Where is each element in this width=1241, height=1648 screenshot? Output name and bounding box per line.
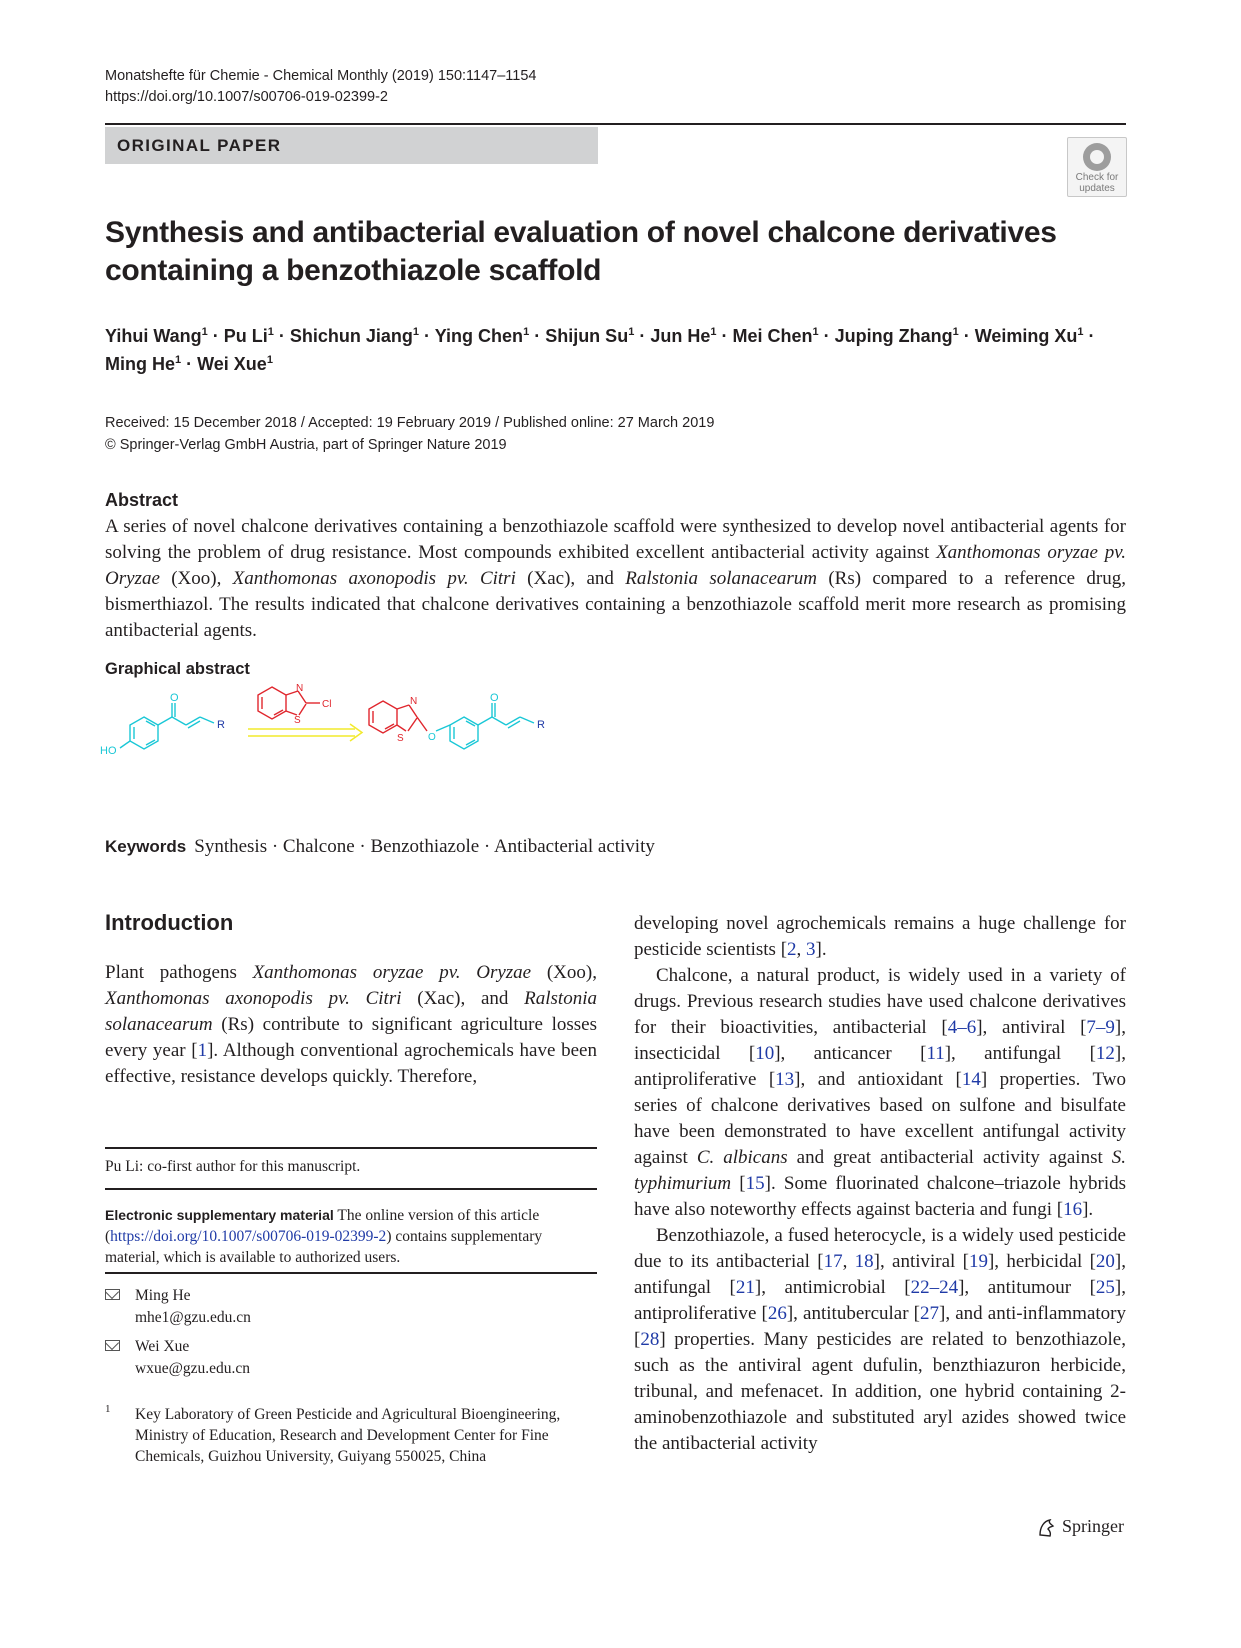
contact-name: Wei Xue (135, 1338, 190, 1355)
intro-paragraph-benzothiazole: Benzothiazole, a fused heterocycle, is a widely used pesticide due to its antibacterial [17, 18], antiviral [19], herbicidal [20], antifungal [21], antimicrobial [22–24], antitumour [25], antiproliferative [26], antitubercular [27], and anti-inflammatory [28] properties. Many pesticides are related to benzothiazole, such as the antiviral agent dufulin, benzthiazuron herbicide, tribunal, and mefenacet. In addition, one hybrid containing 2-aminobenzothiazole and substituted aryl azides showed twice the antibacterial activity (634, 1225, 1126, 1454)
keywords-list: Synthesis · Chalcone · Benzothiazole · Antibacterial activity (194, 836, 655, 857)
citation-link[interactable]: 26 (767, 1303, 787, 1324)
affiliation-number: 1 (105, 1403, 111, 1415)
citation-link[interactable]: 3 (806, 939, 816, 960)
publication-dates (105, 412, 714, 456)
title-line-1: Synthesis and antibacterial evaluation of novel chalcone derivatives (105, 216, 1057, 249)
author-name[interactable]: Weiming Xu (974, 326, 1078, 346)
citation-link[interactable]: 14 (961, 1069, 981, 1090)
publisher-name: Springer (1062, 1516, 1124, 1536)
corresponding-author-contact (105, 1336, 505, 1382)
copyright: © Springer-Verlag GmbH Austria, part of Springer Nature 2019 (105, 437, 507, 453)
affiliation-mark: 1 (710, 326, 717, 338)
sulfur-label: S (397, 733, 404, 744)
affiliation-mark: 1 (1077, 326, 1084, 338)
affiliation-mark: 1 (201, 326, 208, 338)
author-list: Yihui Wang$^1$ · Pu $Li^1$ · Shichun Jiang$^1$ · Ying Chen$^1$ · Shijun $Su^1$ · Jun $He^1$ · Mei Chen$^1$ · Juping Zhang$^1$ · Weiming $Xu^1$ · Ming $He^1$ · Wei Xue$^1$ (105, 326, 1095, 374)
affiliation-text: Key Laboratory of Green Pesticide and Agricultural Bioengineering, Ministry of Education, Research and Development Center for Fine Chemicals, Guizhou University, Guiyang 550025, China (135, 1406, 561, 1465)
affiliation-mark: 1 (266, 354, 273, 366)
check-updates-icon (1083, 143, 1111, 171)
keywords (105, 836, 655, 858)
esm-heading: Electronic supplementary material (105, 1207, 334, 1223)
keywords-heading: Keywords (105, 837, 187, 856)
contact-email[interactable]: wxue@gzu.edu.cn (135, 1360, 250, 1377)
category-label: ORIGINAL PAPER (117, 136, 282, 155)
publisher-mark (1036, 1516, 1136, 1540)
check-for-updates-badge[interactable] (1067, 137, 1127, 197)
author-name[interactable]: Wei Xue (197, 354, 267, 374)
nitrogen-label: N (296, 683, 304, 694)
sulfur-label: S (294, 715, 301, 726)
citation-link[interactable]: 15 (745, 1173, 765, 1194)
co-first-author-note: Pu Li: co-first author for this manuscript. (105, 1158, 361, 1175)
citation-link[interactable]: 13 (775, 1069, 795, 1090)
citation-link[interactable]: 10 (755, 1043, 775, 1064)
intro-paragraph-1: Plant pathogens Xanthomonas oryzae pv. Oryzae (Xoo), Xanthomonas axonopodis pv. Citri (Xac), and Ralstonia solanacearum (Rs) contribute to significant agriculture losses every year [1]. Although conventional agrochemicals have been effective, resistance develops quickly. Therefore, (105, 962, 597, 1087)
history-dates: Received: 15 December 2018 / Accepted: 19 February 2019 / Published online: 27 March 2019 (105, 415, 715, 431)
graphical-abstract-heading: Graphical abstract (105, 660, 250, 678)
author-name[interactable]: Yihui Wang (105, 326, 202, 346)
corresponding-author-contact (105, 1285, 505, 1331)
envelope-icon (105, 1340, 120, 1351)
esm-link[interactable]: https://doi.org/10.1007/s00706-019-02399-2 (110, 1228, 387, 1245)
intro-paragraph-continued: developing novel agrochemicals remains a huge challenge for pesticide scientists [2, 3]. (634, 913, 1126, 960)
affiliation-mark: 1 (952, 326, 959, 338)
ether-o-label: O (428, 732, 436, 743)
r-group-label: R (217, 719, 225, 731)
carbonyl-o-label: O (170, 692, 179, 704)
citation-link[interactable]: 17 (823, 1251, 843, 1272)
citation-link[interactable]: 1 (197, 1040, 208, 1061)
contact-email[interactable]: mhe1@gzu.edu.cn (135, 1309, 251, 1326)
citation-link[interactable]: 7–9 (1086, 1017, 1115, 1038)
carbonyl-o-label: O (490, 692, 499, 704)
citation-link[interactable]: 12 (1095, 1043, 1115, 1064)
journal-citation: Monatshefte für Chemie - Chemical Monthly (2019) 150:1147–1154 (105, 68, 537, 84)
author-name[interactable]: Shijun Su (545, 326, 629, 346)
contact-name: Ming He (135, 1287, 191, 1304)
esm-rule-bottom (105, 1272, 597, 1274)
intro-paragraph-chalcone: Chalcone, a natural product, is widely used in a variety of drugs. Previous research studies have used chalcone derivatives for their bioactivities, antibacterial [4–6], antiviral [7–9], insecticidal [10], anticancer [11], antifungal [12], antiproliferative [13], and antioxidant [14] properties. Two series of chalcone derivatives based on sulfone and bisulfate have been demonstrated to have excellent antifungal activity against C. albicans and great antibacterial activity against S. typhimurium [15]. Some fluorinated chalcone–triazole hybrids have also noteworthy effects against bacteria and fungi [16]. (634, 965, 1127, 1220)
affiliation-mark: 1 (812, 326, 819, 338)
chlorobenzothiazole-reagent (258, 687, 320, 719)
citation-link[interactable]: 27 (920, 1303, 939, 1324)
affiliation-mark: 1 (412, 326, 420, 338)
citation-link[interactable]: 4–6 (947, 1017, 977, 1038)
product-benzothiazole (369, 701, 427, 733)
hydroxyl-label: HO (100, 745, 117, 757)
journal-header (105, 66, 536, 108)
introduction-heading: Introduction (105, 910, 234, 935)
abstract-text: A series of novel chalcone derivatives containing a benzothiazole scaffold were synthesized to develop novel antibacterial agents for solving the problem of drug resistance. Most compounds exhibited excellent antibacterial activity against Xanthomonas oryzae pv. Oryzae (Xoo), Xanthomonas axonopodis pv. Citri (Xac), and Ralstonia solanacearum (Rs) compared to a reference drug, bismerthiazol. The results indicated that chalcone derivatives containing a benzothiazole scaffold merit more research as promising antibacterial agents. (105, 516, 1126, 641)
affiliation-mark: 1 (523, 326, 530, 338)
citation-link[interactable]: 22–24 (910, 1277, 959, 1298)
author-name[interactable]: Shichun Jiang (289, 326, 413, 346)
graphical-abstract-scheme (100, 683, 580, 795)
chlorine-label: Cl (322, 699, 332, 710)
reaction-arrow (248, 724, 362, 741)
citation-link[interactable]: 2 (787, 939, 797, 960)
intro-right-column (634, 911, 1126, 1457)
author-name[interactable]: Ming He (105, 354, 175, 374)
springer-horse-icon (1036, 1517, 1058, 1539)
author-name[interactable]: Jun He (650, 326, 711, 346)
check-updates-label: Check for updates (1075, 172, 1119, 194)
author-name[interactable]: Juping Zhang (834, 326, 953, 346)
doi-link[interactable]: https://doi.org/10.1007/s00706-019-02399-2 (105, 89, 388, 105)
supplementary-material-note: Electronic supplementary material The online version of this article (https://doi.org/10.1007/s00706-019-02399-2) contains supplementary material, which is available to authorized users. (105, 1207, 543, 1266)
paper-title (105, 214, 1105, 290)
header-rule (105, 123, 1126, 125)
citation-link[interactable]: 28 (640, 1329, 660, 1350)
citation-link[interactable]: 16 (1063, 1199, 1083, 1220)
citation-link[interactable]: 11 (926, 1043, 945, 1064)
esm-rule-top (105, 1188, 597, 1190)
affiliation-mark: 1 (628, 326, 635, 338)
affiliation-mark: 1 (175, 354, 182, 366)
citation-link[interactable]: 21 (735, 1277, 755, 1298)
citation-link[interactable]: 25 (1095, 1277, 1115, 1298)
nitrogen-label: N (410, 696, 418, 707)
citation-link[interactable]: 18 (854, 1251, 874, 1272)
citation-link[interactable]: 19 (968, 1251, 988, 1272)
author-name[interactable]: Mei Chen (732, 326, 813, 346)
title-line-2: containing a benzothiazole scaffold (105, 254, 602, 287)
author-name[interactable]: Ying Chen (434, 326, 524, 346)
r-group-label: R (537, 719, 545, 731)
starting-chalcone (120, 703, 214, 749)
product-chalcone (436, 703, 534, 749)
citation-link[interactable]: 20 (1095, 1251, 1115, 1272)
footnote-rule (105, 1147, 597, 1149)
author-name[interactable]: Pu Li (223, 326, 268, 346)
abstract-heading: Abstract (105, 490, 179, 510)
envelope-icon (105, 1289, 120, 1300)
affiliation-mark: 1 (267, 326, 274, 338)
